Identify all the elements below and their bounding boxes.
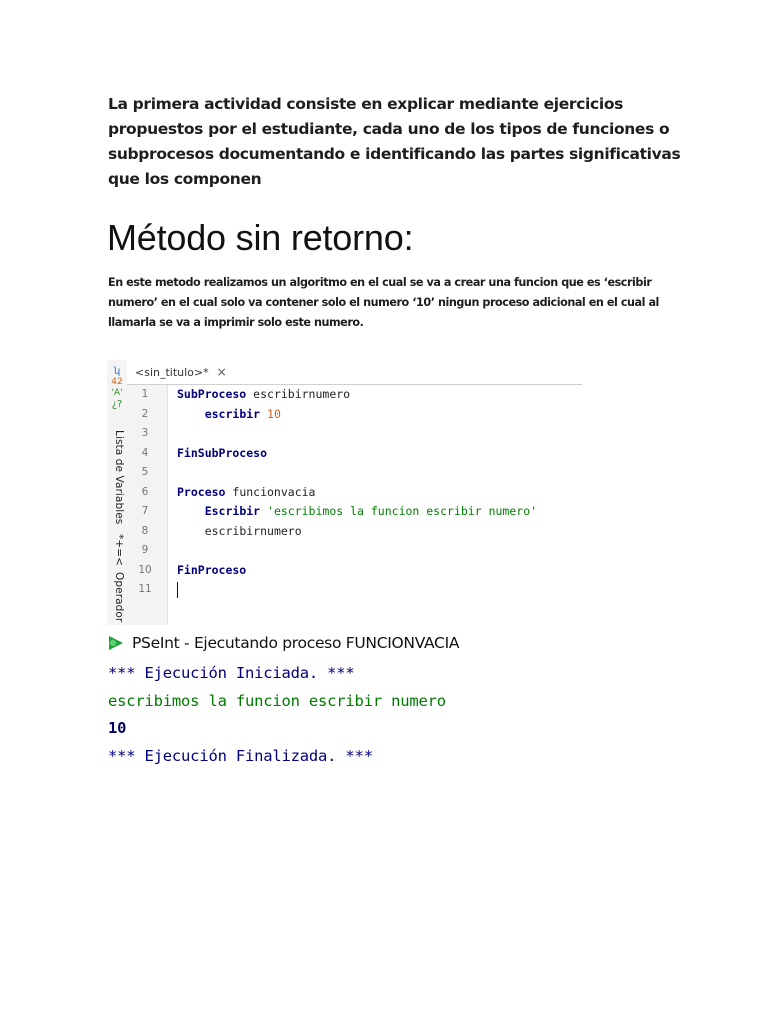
side-panel — [107, 360, 128, 625]
console-end-line: *** Ejecución Finalizada. *** — [108, 747, 373, 765]
line-number: 8 — [141, 524, 149, 537]
code-line[interactable] — [127, 522, 582, 542]
close-icon[interactable]: × — [216, 365, 227, 379]
code-keyword: SubProceso — [177, 387, 247, 401]
line-number: 4 — [141, 446, 149, 459]
code-line[interactable] — [127, 541, 582, 561]
string-icon[interactable]: 'A' — [111, 388, 123, 398]
code-text — [177, 444, 267, 464]
code-keyword: FinProceso — [177, 562, 247, 577]
code-line[interactable] — [127, 463, 582, 483]
code-string: 'escribimos la funcion escribir numero' — [260, 504, 538, 518]
line-number: 5 — [141, 466, 149, 478]
line-number: 2 — [141, 407, 149, 420]
code-keyword: Escribir — [204, 504, 261, 518]
code-identifier: escribirnumero — [246, 387, 351, 401]
text-cursor — [177, 582, 178, 598]
line-number: 7 — [141, 505, 149, 517]
code-line[interactable] — [127, 502, 582, 522]
code-line[interactable] — [127, 405, 582, 425]
operators-tab[interactable]: Operador — [113, 572, 125, 623]
console-title: PSeInt - Ejecutando proceso FUNCIONVACIA — [132, 634, 460, 652]
code-line[interactable] — [127, 385, 582, 405]
section-heading: Método sin retorno: — [107, 217, 414, 258]
code-text — [177, 385, 350, 405]
line-number: 6 — [141, 485, 149, 498]
section-description: En este metodo realizamos un algoritmo en el cual se va a crear una funcion que es ‘escribir numero’ en el cual solo va contener solo el numero ‘10’ ningun proceso adicional en el cual al llamarla se va a imprimir solo este numero. — [108, 276, 659, 329]
indent — [177, 504, 205, 518]
console-output-number: 10 — [108, 719, 127, 737]
code-number: 10 — [260, 406, 281, 421]
tab-label: <sin_titulo>* — [135, 366, 209, 379]
code-line[interactable] — [127, 580, 582, 600]
code-text — [177, 561, 246, 581]
console-output-line: escribimos la funcion escribir numero — [108, 692, 446, 710]
indent — [177, 524, 205, 538]
question-icon[interactable]: ¿? — [111, 399, 123, 410]
code-text — [177, 522, 302, 542]
code-line[interactable] — [127, 561, 582, 581]
code-identifier: funcionvacia — [225, 484, 316, 499]
pseint-logo-icon — [108, 635, 124, 651]
code-line[interactable] — [127, 424, 582, 444]
code-text — [177, 502, 537, 522]
code-identifier: escribirnumero — [204, 523, 302, 538]
function-icon[interactable]: ʮ — [113, 366, 121, 377]
console-title-bar — [108, 632, 459, 654]
line-number: 9 — [141, 544, 149, 556]
code-area[interactable] — [127, 385, 582, 600]
code-line[interactable] — [127, 483, 582, 503]
variables-list-tab[interactable]: Lista de Variables — [113, 430, 125, 525]
editor-tab-bar — [127, 360, 582, 385]
number-icon[interactable]: 42 — [111, 377, 123, 387]
code-text — [177, 405, 281, 425]
console-start-line: *** Ejecución Iniciada. *** — [108, 664, 355, 682]
line-number: 11 — [138, 583, 152, 595]
tab-sin-titulo[interactable] — [135, 363, 227, 381]
line-number: 10 — [138, 563, 152, 576]
code-keyword: Proceso — [177, 484, 226, 499]
indent — [177, 407, 205, 421]
pseint-editor-screenshot — [107, 360, 582, 625]
intro-paragraph: La primera actividad consiste en explicar mediante ejercicios propuestos por el estudiante, cada uno de los tipos de funciones o subprocesos documentando e identificando las partes significativas que los componen — [108, 95, 681, 188]
code-keyword: escribir — [204, 406, 261, 421]
code-keyword: FinSubProceso — [177, 445, 268, 460]
code-text — [177, 483, 315, 503]
line-number: 1 — [141, 388, 149, 400]
side-panel-icons — [108, 366, 126, 410]
operators-symbols: *+=< — [113, 534, 125, 567]
code-text — [177, 580, 178, 600]
line-number: 3 — [141, 427, 149, 439]
code-line[interactable] — [127, 444, 582, 464]
